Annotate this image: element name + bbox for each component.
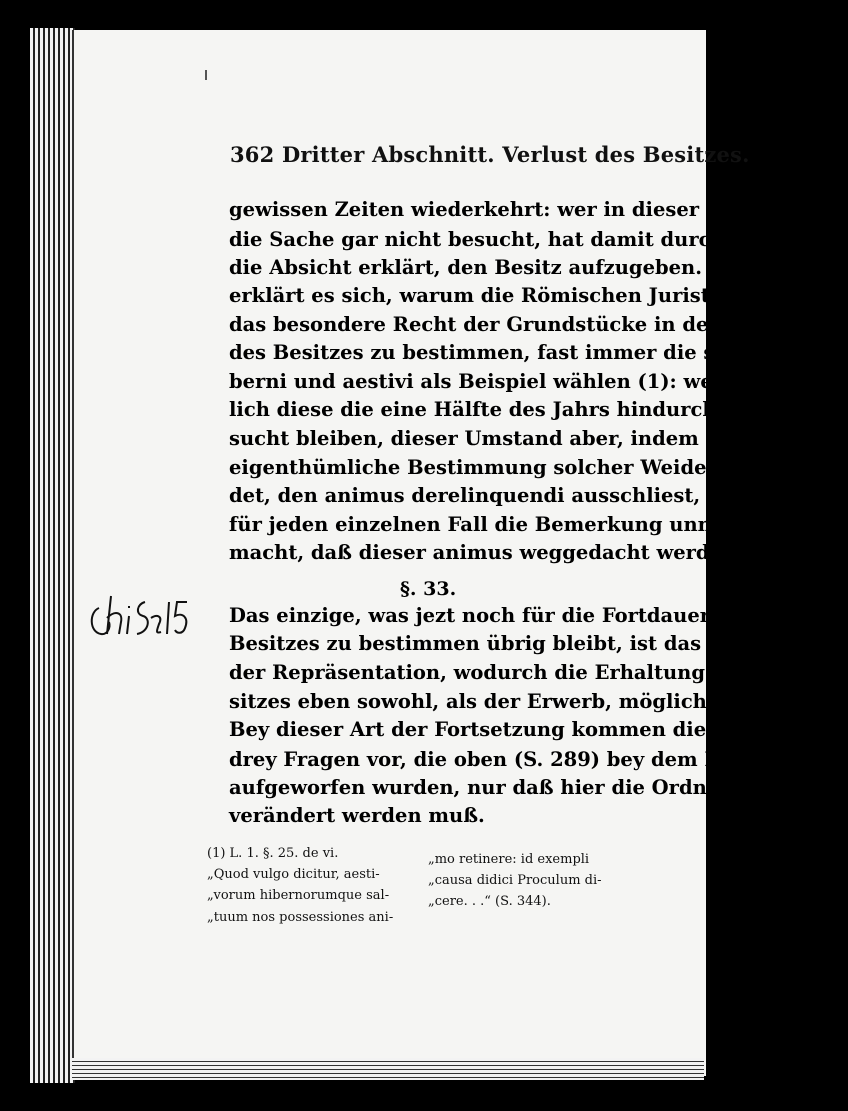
section-line: Das einzige, was jezt noch für die Fortdauer des [229, 604, 754, 627]
running-title: Dritter Abschnitt. Verlust des Besitzes. [282, 142, 750, 167]
section-line: sitzes eben sowohl, als der Erwerb, möglich ist. [229, 690, 748, 713]
body-line: die Sache gar nicht besucht, hat damit durchaus nicht [229, 228, 826, 251]
page-number: 362 [230, 142, 275, 167]
section-line: verändert werden muß. [229, 804, 485, 827]
section-line: drey Fragen vor, die oben (S. 289) bey dem Erwerb [229, 748, 783, 771]
page-stack-edges [30, 28, 75, 1083]
footnote-line: (1) L. 1. §. 25. de vi. [207, 846, 339, 861]
page-bottom-edges [72, 1058, 704, 1080]
handwritten-margin-note [85, 588, 195, 648]
footnote-line: „causa didici Proculum di- [428, 873, 602, 888]
footnote-line: „cere. . .“ (S. 344). [428, 894, 551, 909]
body-line: sucht bleiben, dieser Umstand aber, indem er auf die [229, 427, 811, 450]
footnote-line: „tuum nos possessiones ani- [207, 910, 394, 925]
footnote-line: „mo retinere: id exempli [428, 852, 590, 867]
footnote-line: „Quod vulgo dicitur, aesti- [207, 867, 380, 882]
body-line: gewissen Zeiten wiederkehrt: wer in dieser Zwischenzeit [229, 198, 848, 221]
body-line: det, den animus derelinquendi ausschliest, folglich [229, 484, 791, 507]
body-line: eigenthümliche Bestimmung solcher Weiden sich grün- [229, 456, 840, 479]
section-line: Besitzes zu bestimmen übrig bleibt, ist das Verhältniß [229, 632, 824, 655]
body-line: des Besitzes zu bestimmen, fast immer die saltus hi- [229, 341, 806, 364]
footnote-line: „vorum hibernorumque sal- [207, 888, 390, 903]
body-line: erklärt es sich, warum die Römischen Juristen, um [229, 284, 785, 307]
body-line: berni und aestivi als Beispiel wählen (1): weil näm- [229, 370, 790, 393]
section-line: Bey dieser Art der Fortsetzung kommen dieselben [229, 718, 778, 741]
body-line: lich diese die eine Hälfte des Jahrs hindurch unbe- [229, 398, 786, 421]
body-line: für jeden einzelnen Fall die Bemerkung unnöthig [229, 513, 770, 536]
page-mark [205, 70, 207, 80]
section-line: aufgeworfen wurden, nur daß hier die Ordnung etwas [229, 776, 818, 799]
body-line: die Absicht erklärt, den Besitz aufzugeben. Hieraus [229, 256, 796, 279]
running-header [230, 142, 750, 167]
body-line: macht, daß dieser animus weggedacht werden müsse. [229, 541, 819, 564]
section-heading: §. 33. [400, 578, 457, 600]
body-line: das besondere Recht der Grundstücke in der Erhaltung [229, 313, 836, 336]
section-line: der Repräsentation, wodurch die Erhaltung des Be- [229, 661, 793, 684]
